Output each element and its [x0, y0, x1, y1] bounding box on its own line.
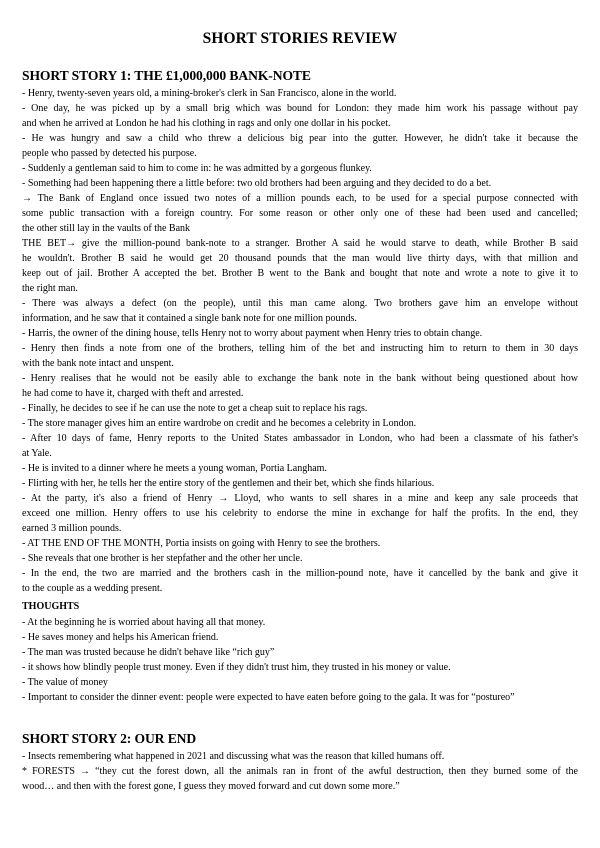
- story-1-line: he wouldn't. Brother B said he would get 20 thousand pounds that the man would live thirty days, with that million and: [22, 253, 578, 264]
- story-1-line: people who passed by detected his purpose.: [22, 148, 197, 159]
- thoughts-line: - Important to consider the dinner event: people were expected to have eaten before going to the gala. It was for “postureo”: [22, 692, 515, 703]
- thoughts-line: - The man was trusted because he didn't behave like “rich guy”: [22, 647, 275, 658]
- story-1-line: - He was hungry and saw a child who threw a delicious big pear into the gutter. However, he didn't take it because the: [22, 133, 578, 144]
- story-1-line: exceed one million. Henry offers to use his celebrity to endorse the mine in exchange for half the profits. In the end, they: [22, 508, 578, 519]
- story-1-line: the right man.: [22, 283, 78, 294]
- story-1-line: - Something had been happening there a little before: two old brothers had been arguing and they decided to do a bet.: [22, 178, 492, 189]
- story-1-line: - Henry, twenty-seven years old, a mining-broker's clerk in San Francisco, alone in the world.: [22, 88, 397, 99]
- story-1-line: information, and he saw that it contained a single bank note for one million pounds.: [22, 313, 357, 324]
- story-2-line: * FORESTS → “they cut the forest down, all the animals ran in front of the awful destruction, then they burned some of the: [22, 766, 578, 777]
- story-1-line: → The Bank of England once issued two notes of a million pounds each, to be used for a special purpose connected with: [22, 193, 578, 204]
- story-1-line: earned 3 million pounds.: [22, 523, 122, 534]
- story-2-line: wood… and then with the forest gone, I guess they moved forward and cut down some more.”: [22, 781, 400, 792]
- story-1-line: with the bank note intact and unspent.: [22, 358, 174, 369]
- story-1-line: - After 10 days of fame, Henry reports to the United States ambassador in London, who had been a classmate of his father's: [22, 433, 578, 444]
- story-2-line: - Insects remembering what happened in 2021 and discussing what was the reason that killed humans off.: [22, 751, 445, 762]
- story-1-line: - There was always a defect (on the people), until this man came along. Two brothers gave him an envelope without: [22, 298, 578, 309]
- story-1-line: - In the end, the two are married and the brothers cash in the million-pound note, have it cancelled by the bank and give it: [22, 568, 578, 579]
- story-1-line: - Suddenly a gentleman said to him to come in: he was admitted by a gorgeous flunkey.: [22, 163, 372, 174]
- story-1-line: - AT THE END OF THE MONTH, Portia insists on going with Henry to see the brothers.: [22, 538, 381, 549]
- story-1-line: - Finally, he decides to see if he can use the note to get a cheap suit to replace his rags.: [22, 403, 368, 414]
- story-1-line: - Henry realises that he would not be easily able to exchange the bank note in the bank without being questioned about how: [22, 373, 578, 384]
- story-1-line: at Yale.: [22, 448, 52, 459]
- story-1-line: the other still lay in the vaults of the Bank: [22, 223, 191, 234]
- story-1-line: and when he arrived at London he had his clothing in rags and only one dollar in his pocket.: [22, 118, 391, 129]
- thoughts-line: - it shows how blindly people trust money. Even if they didn't trust him, they trusted in his money or value.: [22, 662, 451, 673]
- thoughts-heading: THOUGHTS: [22, 601, 80, 612]
- story-1-line: - The store manager gives him an entire wardrobe on credit and he becomes a celebrity in London.: [22, 418, 417, 429]
- thoughts-line: - He saves money and helps his American friend.: [22, 632, 219, 643]
- story-1-line: - She reveals that one brother is her stepfather and the other her uncle.: [22, 553, 303, 564]
- story-1-line: THE BET→ give the million-pound bank-note to a stranger. Brother A said he would starve to death, while Brother B said: [22, 238, 578, 249]
- story-2-heading: SHORT STORY 2: OUR END: [22, 731, 197, 746]
- story-1-line: some public transaction with a foreign country. For some reason or other only one of these had been used and cancelled;: [22, 208, 578, 219]
- thoughts-line: - At the beginning he is worried about having all that money.: [22, 617, 266, 628]
- story-1-line: - Harris, the owner of the dining house, tells Henry not to worry about payment when Henry tries to obtain change.: [22, 328, 483, 339]
- thoughts-line: - The value of money: [22, 677, 108, 688]
- document-title: SHORT STORIES REVIEW: [202, 30, 398, 47]
- story-1-line: - One day, he was picked up by a small brig which was bound for London: they made him work his passage without pay: [22, 103, 578, 114]
- story-1-line: - He is invited to a dinner where he meets a young woman, Portia Langham.: [22, 463, 327, 474]
- story-1-line: - Henry then finds a note from one of the brothers, telling him of the bet and instructing him to return to them in 30 days: [22, 343, 578, 354]
- story-1-line: - Flirting with her, he tells her the entire story of the gentlemen and their bet, which she finds hilarious.: [22, 478, 435, 489]
- story-1-line: keep out of jail. Brother A accepted the bet. Brother B went to the Bank and bought that note and wrote a note to give it to: [22, 268, 578, 279]
- story-1-heading: SHORT STORY 1: THE £1,000,000 BANK-NOTE: [22, 68, 311, 83]
- story-1-line: to the couple as a wedding present.: [22, 583, 163, 594]
- story-1-line: - At the party, it's also a friend of Henry → Lloyd, who wants to sell shares in a mine and keep any sale proceeds that: [22, 493, 578, 504]
- story-1-line: he had come to have it, charged with theft and arrested.: [22, 388, 244, 399]
